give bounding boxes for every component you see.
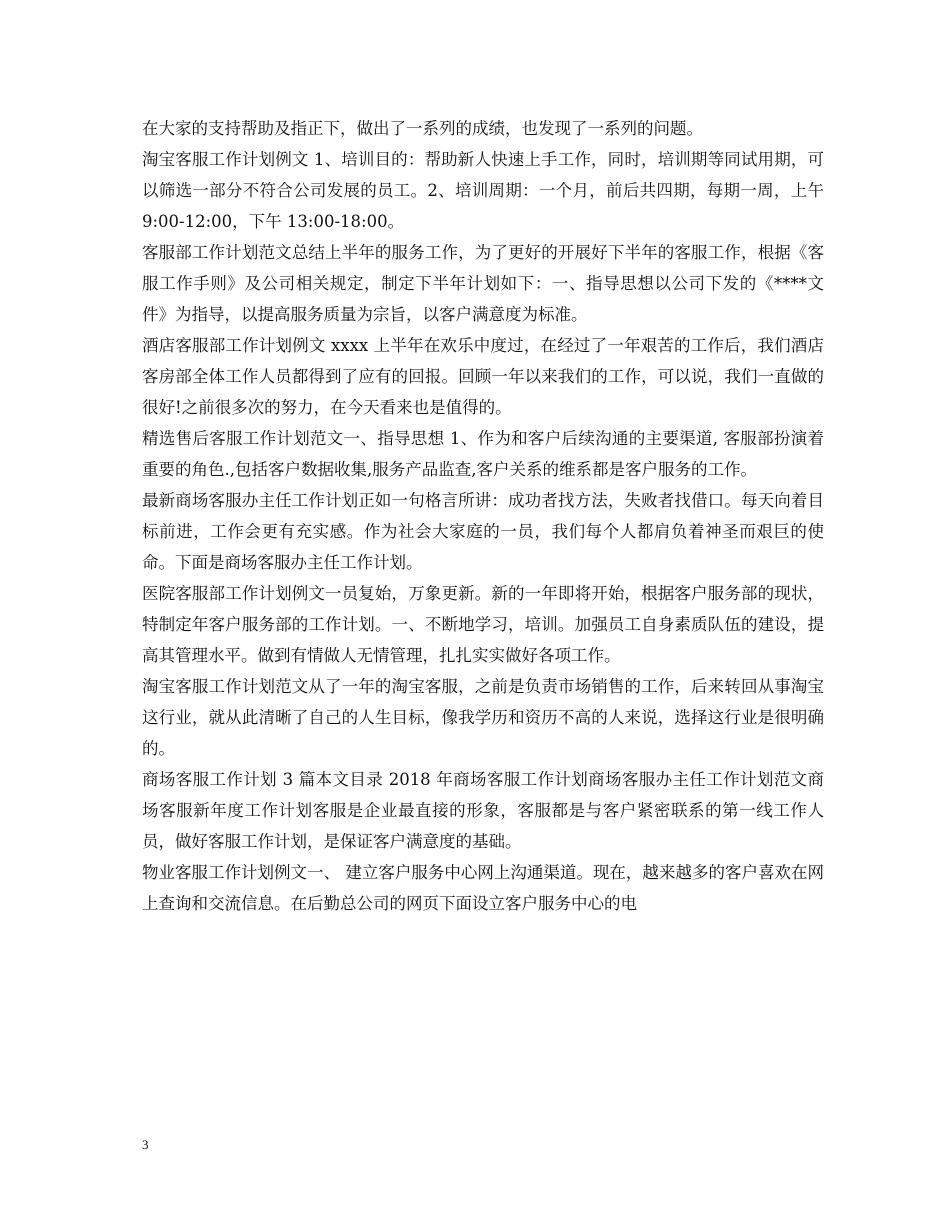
page-number: 3 — [142, 1137, 149, 1152]
paragraph-7: 医院客服部工作计划例文一员复始，万象更新。新的一年即将开始，根据客户服务部的现状，特制定年客户服务部的工作计划。一、不断地学习，培训。加强员工自身素质队伍的建设，提高其管理水平。做到有情做人无情管理，扎扎实实做好各项工作。 — [142, 584, 824, 665]
paragraph-8: 淘宝客服工作计划范文从了一年的淘宝客服，之前是负责市场销售的工作，后来转回从事淘宝这行业，就从此清晰了自己的人生目标，像我学历和资历不高的人来说，选择这行业是很明确的。 — [142, 677, 824, 758]
paragraph-4: 酒店客服部工作计划例文 xxxx 上半年在欢乐中度过，在经过了一年艰苦的工作后，我们酒店客房部全体工作人员都得到了应有的回报。回顾一年以来我们的工作，可以说，我们一直做的很好!之前很多次的努力，在今天看来也是值得的。 — [142, 336, 824, 417]
paragraph-9: 商场客服工作计划 3 篇本文目录 2018 年商场客服工作计划商场客服办主任工作计划范文商场客服新年度工作计划客服是企业最直接的形象，客服都是与客户紧密联系的第一线工作人员，做好客服工作计划，是保证客户满意度的基础。 — [142, 770, 824, 851]
paragraph-6: 最新商场客服办主任工作计划正如一句格言所讲：成功者找方法，失败者找借口。每天向着目标前进，工作会更有充实感。作为社会大家庭的一员，我们每个人都肩负着神圣而艰巨的使命。下面是商场客服办主任工作计划。 — [142, 491, 824, 572]
paragraph-3: 客服部工作计划范文总结上半年的服务工作，为了更好的开展好下半年的客服工作，根据《客服工作手则》及公司相关规定，制定下半年计划如下：一、指导思想以公司下发的《****文件》为指导，以提高服务质量为宗旨，以客户满意度为标准。 — [142, 243, 824, 324]
paragraph-2: 淘宝客服工作计划例文 1、培训目的：帮助新人快速上手工作，同时，培训期等同试用期，可以筛选一部分不符合公司发展的员工。2、培训周期：一个月，前后共四期，每期一周，上午 9:00-12:00，下午 13:00-18:00。 — [142, 150, 824, 231]
document-body — [142, 113, 824, 919]
paragraph-10: 物业客服工作计划例文一、 建立客户服务中心网上沟通渠道。现在，越来越多的客户喜欢在网上查询和交流信息。在后勤总公司的网页下面设立客户服务中心的电 — [142, 863, 824, 913]
paragraph-1: 在大家的支持帮助及指正下，做出了一系列的成绩，也发现了一系列的问题。 — [142, 119, 703, 138]
paragraph-5: 精选售后客服工作计划范文一、指导思想 1、作为和客户后续沟通的主要渠道, 客服部扮演着重要的角色.,包括客户数据收集,服务产品监查,客户关系的维系都是客户服务的工作。 — [142, 429, 824, 479]
